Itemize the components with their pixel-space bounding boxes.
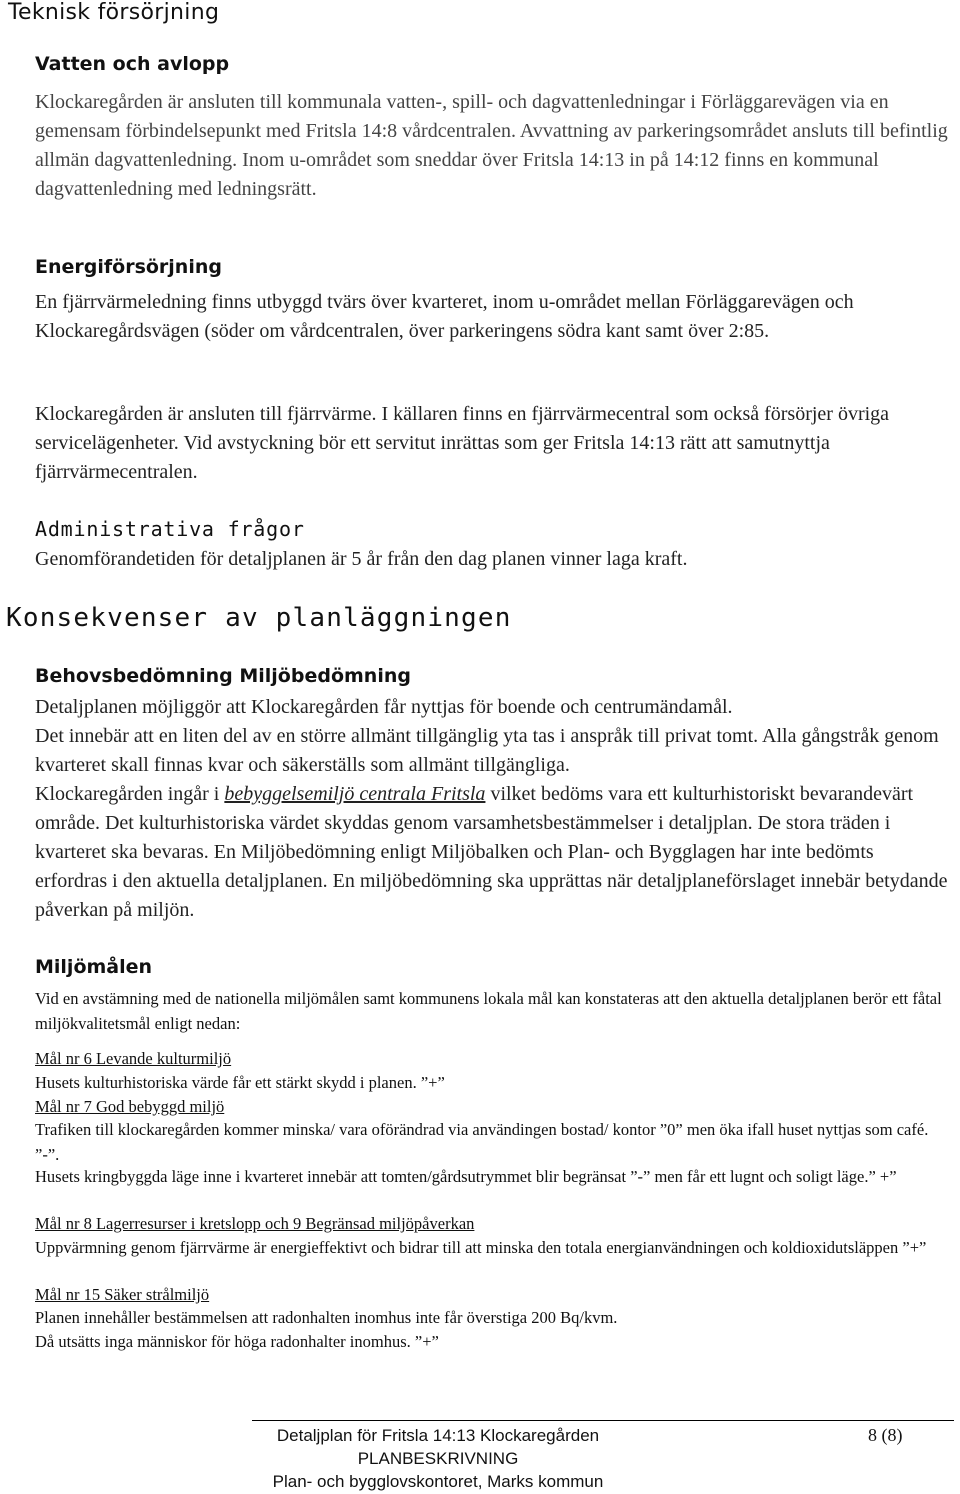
goal-15-title: Mål nr 15 Säker strålmiljö [35,1285,210,1304]
heading-konsekvenser: Konsekvenser av planläggningen [6,603,512,633]
behov-text-post: vilket bedöms vara ett kulturhistoriskt bevarandevärt område. Det kulturhistoriska värdet skyddas genom varsamhetsbestämmelser i detaljplan. De stora träden i kvarteret ska bevaras. En Miljöbedömning enligt Miljöbalken och Plan- och Bygglagen har inte bedömts erfordras i den aktuella detaljplanen. En miljöbedömning ska upprättas när detaljplaneförslaget innebär betydande påverkan på miljön. [35,783,948,921]
goal-6-title: Mål nr 6 Levande kulturmiljö [35,1049,232,1068]
page-section-title: Teknisk försörjning [8,0,220,25]
heading-behov: Behovsbedömning Miljöbedömning [35,665,411,687]
footer-rule [252,1420,954,1421]
footer-doc-title: Detaljplan för Fritsla 14:13 Klockaregården [276,1426,600,1445]
footer-doc-type: PLANBESKRIVNING [357,1449,519,1468]
paragraph-admin: Genomförandetiden för detaljplanen är 5 år från den dag planen vinner laga kraft. [35,548,688,570]
paragraph-behov-3 [35,780,950,925]
goal-8-title: Mål nr 8 Lagerresurser i kretslopp och 9 Begränsad miljöpåverkan [35,1214,475,1233]
goal-6-line-1: Husets kulturhistoriska värde får ett stärkt skydd i planen. ”+” [35,1073,445,1092]
paragraph-vatten: Klockaregården är ansluten till kommunala vatten-, spill- och dagvattenledningar i Förläggarevägen via en gemensam förbindelsepunkt med Fritsla 14:8 vårdcentralen. Avvattning av parkeringsområdet ansluts till befintlig allmän dagvattenledning. Inom u-området som sneddar över Fritsla 14:13 in på 14:12 finns en kommunal dagvattenledning med ledningsrätt. [35,91,948,200]
heading-miljomal: Miljömålen [35,956,153,978]
footer-office: Plan- och bygglovskontoret, Marks kommun [272,1472,604,1491]
goal-15-line-2: Då utsätts inga människor för höga radonhalter inomhus. ”+” [35,1332,439,1351]
goal-7-line-2: Husets kringbyggda läge inne i kvarteret innebär att tomten/gårdsutrymmet blir begränsat ”-” men får ett lugnt och soligt läge.” +” [35,1167,897,1186]
goal-15-line-1: Planen innehåller bestämmelsen att radonhalten inomhus inte får överstiga 200 Bq/kvm. [35,1308,618,1327]
heading-energi: Energiförsörjning [35,256,222,278]
heading-admin: Administrativa frågor [35,517,305,541]
paragraph-energi-2: Klockaregården är ansluten till fjärrvärme. I källaren finns en fjärrvärmecentral som också försörjer övriga servicelägenheter. Vid avstyckning bör ett servitut inrättas som ger Fritsla 14:13 rätt att samutnyttja fjärrvärmecentralen. [35,403,890,483]
paragraph-behov-1: Detaljplanen möjliggör att Klockaregården får nyttjas för boende och centrumändamål. [35,696,733,718]
paragraph-energi-1: En fjärrvärmeledning finns utbyggd tvärs över kvarteret, inom u-området mellan Förläggarevägen och Klockaregårdsvägen (söder om vårdcentralen, över parkeringens södra kant samt över 2:85. [35,291,854,342]
page-number: 8 (8) [868,1425,903,1445]
goal-7-title: Mål nr 7 God bebyggd miljö [35,1097,225,1116]
behov-text-pre: Klockaregården ingår i [35,783,225,805]
paragraph-behov-2: Det innebär att en liten del av en större allmänt tillgänglig yta tas i anspråk till privat tomt. Alla gångstråk genom kvarteret skall finnas kvar och säkerställs som allmänt tillgängliga. [35,725,939,776]
behov-text-italic: bebyggelsemiljö centrala Fritsla [224,783,486,805]
paragraph-miljomal-intro: Vid en avstämning med de nationella miljömålen samt kommunens lokala mål kan konstateras att den aktuella detaljplanen berör ett fåtal miljökvalitetsmål enligt nedan: [35,989,942,1033]
heading-vatten: Vatten och avlopp [35,53,230,75]
goal-7-line-1: Trafiken till klockaregården kommer minska/ vara oförändrad via användingen bostad/ kontor ”0” men öka ifall huset nyttjas som café. ”-”. [35,1120,929,1164]
goal-8-line-1: Uppvärmning genom fjärrvärme är energieffektivt och bidrar till att minska den totala energianvändningen och koldioxidutsläppen ”+” [35,1238,927,1257]
